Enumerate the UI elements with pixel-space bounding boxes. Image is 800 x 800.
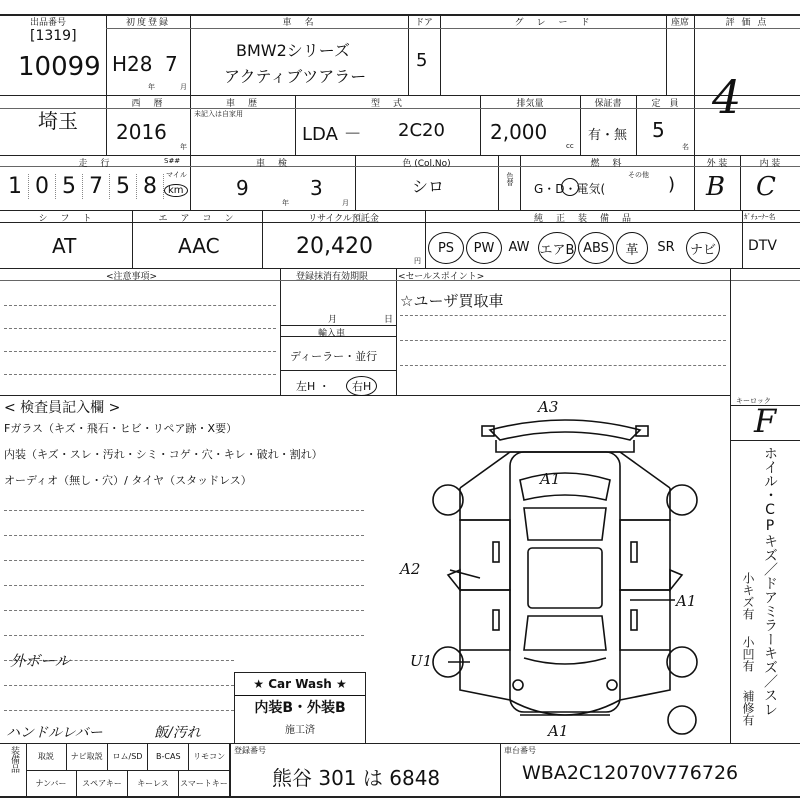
legend-col3: 小凹有 [741, 636, 755, 672]
year-unit: 年 [148, 83, 155, 91]
car-name-line2: アクティブツアラー [224, 67, 367, 86]
interior-label: 内 装 [759, 159, 781, 169]
key-value: F [754, 402, 777, 440]
inspection-year: 9 [236, 176, 249, 200]
rule [730, 440, 800, 441]
equipment-item: ABS [578, 232, 614, 264]
steering-left: 左H ・ [296, 380, 330, 393]
grade-label: グ レ ー ド [514, 18, 592, 28]
shift-label: シ フ ト [38, 214, 94, 224]
inspector-line3: オーディオ（無し・穴）/ タイヤ（スタッドレス） [4, 474, 252, 487]
warranty-value: 有・無 [588, 128, 628, 143]
note-line [4, 351, 276, 352]
note-line [4, 510, 364, 511]
mileage-digits [2, 174, 164, 199]
year-unit: 年 [180, 143, 187, 151]
caution-label: <注意事項> [106, 272, 158, 282]
interior-grade: C [756, 172, 776, 202]
inspector-line1: Fガラス（キズ・飛石・ヒビ・リペア跡・X要） [4, 422, 238, 435]
note-line [4, 685, 234, 686]
note-line [4, 305, 276, 306]
equipment-item: PS [428, 232, 464, 264]
history-label: 車 歴 [225, 99, 259, 109]
fuel-close: ) [668, 174, 676, 195]
inspector-line2: 内装（キズ・スレ・汚れ・シミ・コゲ・穴・キレ・破れ・割れ） [4, 448, 323, 461]
rule [0, 796, 800, 798]
history-sub: 未記入は自家用 [194, 110, 243, 118]
rule [498, 155, 499, 210]
legend-text: ホイル・CPキズ／ドアミラーキズ／スレ [762, 446, 778, 716]
note-line [4, 328, 276, 329]
fuel-options: G・D・電気( [534, 182, 606, 196]
cc-unit: cc [566, 142, 574, 150]
equipment-label: 純 正 装 備 品 [533, 214, 633, 224]
note-line [4, 374, 276, 375]
exterior-label: 外 装 [706, 159, 728, 169]
color-value: シロ [412, 177, 445, 196]
rule [106, 28, 800, 29]
handwritten-note-b: ハンドルレバー [6, 725, 103, 741]
note-line [4, 610, 364, 611]
km-unit: km [164, 184, 188, 197]
sales-point: ☆ユーザ買取車 [400, 292, 504, 310]
accessory-cell: 取説 [26, 743, 67, 770]
equipment-item: エアB [538, 232, 576, 264]
key-label: キーロック [736, 397, 771, 405]
model-code: 2C20 [398, 120, 445, 141]
model-label: 型 式 [370, 99, 404, 109]
first-reg-month: 7 [165, 52, 178, 76]
rule [742, 210, 743, 268]
month-unit: 月 [342, 199, 349, 207]
fuel-other: その他 [628, 171, 649, 179]
wash-grades: 内装B・外装B [254, 700, 346, 716]
diesel-circle [561, 178, 579, 196]
score-value: 4 [712, 70, 742, 124]
note-line [4, 585, 364, 586]
accessory-cell: スペアキー [77, 770, 128, 796]
mark-a2: A2 [400, 560, 421, 578]
mileage-digit: 5 [56, 174, 83, 199]
equipment-item: AW [508, 239, 530, 255]
legend-col2: 小キズ有 [741, 572, 755, 620]
mileage-label: 走 行 [78, 159, 112, 169]
tuner-label: ｶﾞﾁｭｰﾅｰ名 [744, 213, 776, 221]
accessories-label: 装備品 [9, 746, 19, 773]
color-label: 色 (Col.No) [402, 159, 451, 169]
color-change-label: 色替 [506, 172, 514, 186]
score-label: 評 価 点 [725, 18, 769, 28]
note-line [400, 340, 726, 341]
importer-label: 輸入車 [318, 329, 346, 339]
note-line [4, 535, 364, 536]
exterior-grade: B [706, 172, 726, 202]
displacement: 2,000 [490, 120, 548, 144]
equipment-item: PW [466, 232, 502, 264]
recycle-label: リサイクル預託金 [308, 214, 379, 224]
note-line [4, 560, 364, 561]
mileage-digit: 5 [110, 174, 137, 199]
mark-a1-door: A1 [676, 592, 697, 610]
capacity-label: 定 員 [651, 99, 679, 109]
capacity-value: 5 [652, 118, 665, 142]
mark-a3: A3 [538, 398, 559, 416]
note-line [4, 710, 234, 711]
accessory-cell: キーレス [128, 770, 179, 796]
inspection-label: 車 検 [255, 159, 289, 169]
accessory-cell: スマートキー [179, 770, 230, 796]
handwritten-note-a: 外ボール [10, 652, 70, 670]
reg-expiry-label: 登録抹消有効期限 [296, 272, 369, 282]
first-reg-era: H28 [112, 52, 153, 76]
plate-number: 熊谷 301 は 6848 [272, 766, 441, 790]
recycle-value: 20,420 [296, 234, 373, 259]
month-unit: 月 [180, 83, 187, 91]
mile-unit: マイル [166, 171, 187, 179]
car-name-line1: BMW2シリーズ [236, 41, 350, 60]
displacement-label: 排気量 [516, 99, 544, 109]
mileage-digit: 7 [83, 174, 110, 199]
rule [230, 743, 231, 796]
mark-u1: U1 [410, 652, 433, 670]
steering-right: 右H [346, 376, 377, 396]
ac-value: AAC [178, 234, 220, 258]
yen-unit: 円 [414, 257, 421, 265]
note-line [4, 635, 364, 636]
mileage-flag: S## [164, 157, 181, 165]
model-year: 2016 [116, 120, 167, 144]
equipment-item: ナビ [686, 232, 720, 264]
handwritten-note-c: 飯/汚れ [154, 725, 201, 741]
rule [694, 14, 695, 155]
mark-a1-roof: A1 [540, 470, 561, 488]
model-prefix: LDA － [302, 124, 362, 145]
warranty-label: 保証書 [594, 99, 622, 109]
note-line [400, 365, 726, 366]
plate-label: 登録番号 [234, 746, 266, 755]
car-wash-stamp [234, 672, 366, 744]
ac-label: エ ア コ ン [158, 214, 236, 224]
year-label: 西 暦 [131, 99, 165, 109]
year-unit: 年 [282, 199, 289, 207]
expiry-day-unit: 日 [384, 315, 394, 325]
door-label: ドア [415, 18, 433, 28]
accessory-cell: ロム/SD [108, 743, 149, 770]
lot-number: 10099 [18, 52, 101, 82]
mileage-digit: 0 [29, 174, 56, 199]
mark-a1-front: A1 [548, 722, 569, 740]
inspection-month: 3 [310, 176, 323, 200]
legend-col4: 補修有 [741, 690, 755, 726]
expiry-month-unit: 月 [328, 315, 338, 325]
equipment-item: SR [657, 239, 675, 255]
mileage-digit: 8 [137, 174, 164, 199]
accessories-bottom [26, 770, 230, 796]
vin-number: WBA2C12070V776726 [522, 762, 739, 784]
rule [280, 268, 281, 395]
rule [396, 268, 397, 395]
mileage-digit: 1 [2, 174, 29, 199]
sales-label: <セールスポイント> [398, 272, 485, 282]
lot-label: 出品番号 [30, 18, 67, 28]
doors-value: 5 [416, 50, 428, 71]
accessory-cell: B-CAS [148, 743, 189, 770]
accessory-cell: リモコン [189, 743, 230, 770]
car-damage-diagram [420, 400, 710, 742]
car-name-label: 車 名 [282, 18, 316, 28]
importer-value: ディーラー・並行 [290, 350, 378, 363]
rule [280, 370, 396, 371]
region: 埼玉 [38, 109, 78, 133]
rule [500, 743, 501, 796]
lot-sub: [1319] [30, 28, 77, 44]
first-reg-label: 初度登録 [125, 18, 170, 28]
fuel-label: 燃 料 [590, 159, 624, 169]
seat-label: 座席 [670, 18, 689, 28]
vin-label: 車台番号 [504, 746, 536, 755]
tuner-value: DTV [748, 238, 777, 254]
capacity-unit: 名 [682, 143, 689, 151]
note-line [400, 315, 726, 316]
shift-value: AT [52, 234, 77, 258]
wash-title: ★ Car Wash ★ [235, 673, 365, 696]
wash-done: 施工済 [285, 725, 315, 736]
equipment-item: 革 [616, 232, 648, 264]
rule [730, 268, 731, 743]
accessories-top [26, 743, 230, 770]
inspector-title: < 検査員記入欄 > [4, 400, 121, 416]
accessory-cell: ナンバー [26, 770, 77, 796]
accessory-cell: ナビ取説 [67, 743, 108, 770]
